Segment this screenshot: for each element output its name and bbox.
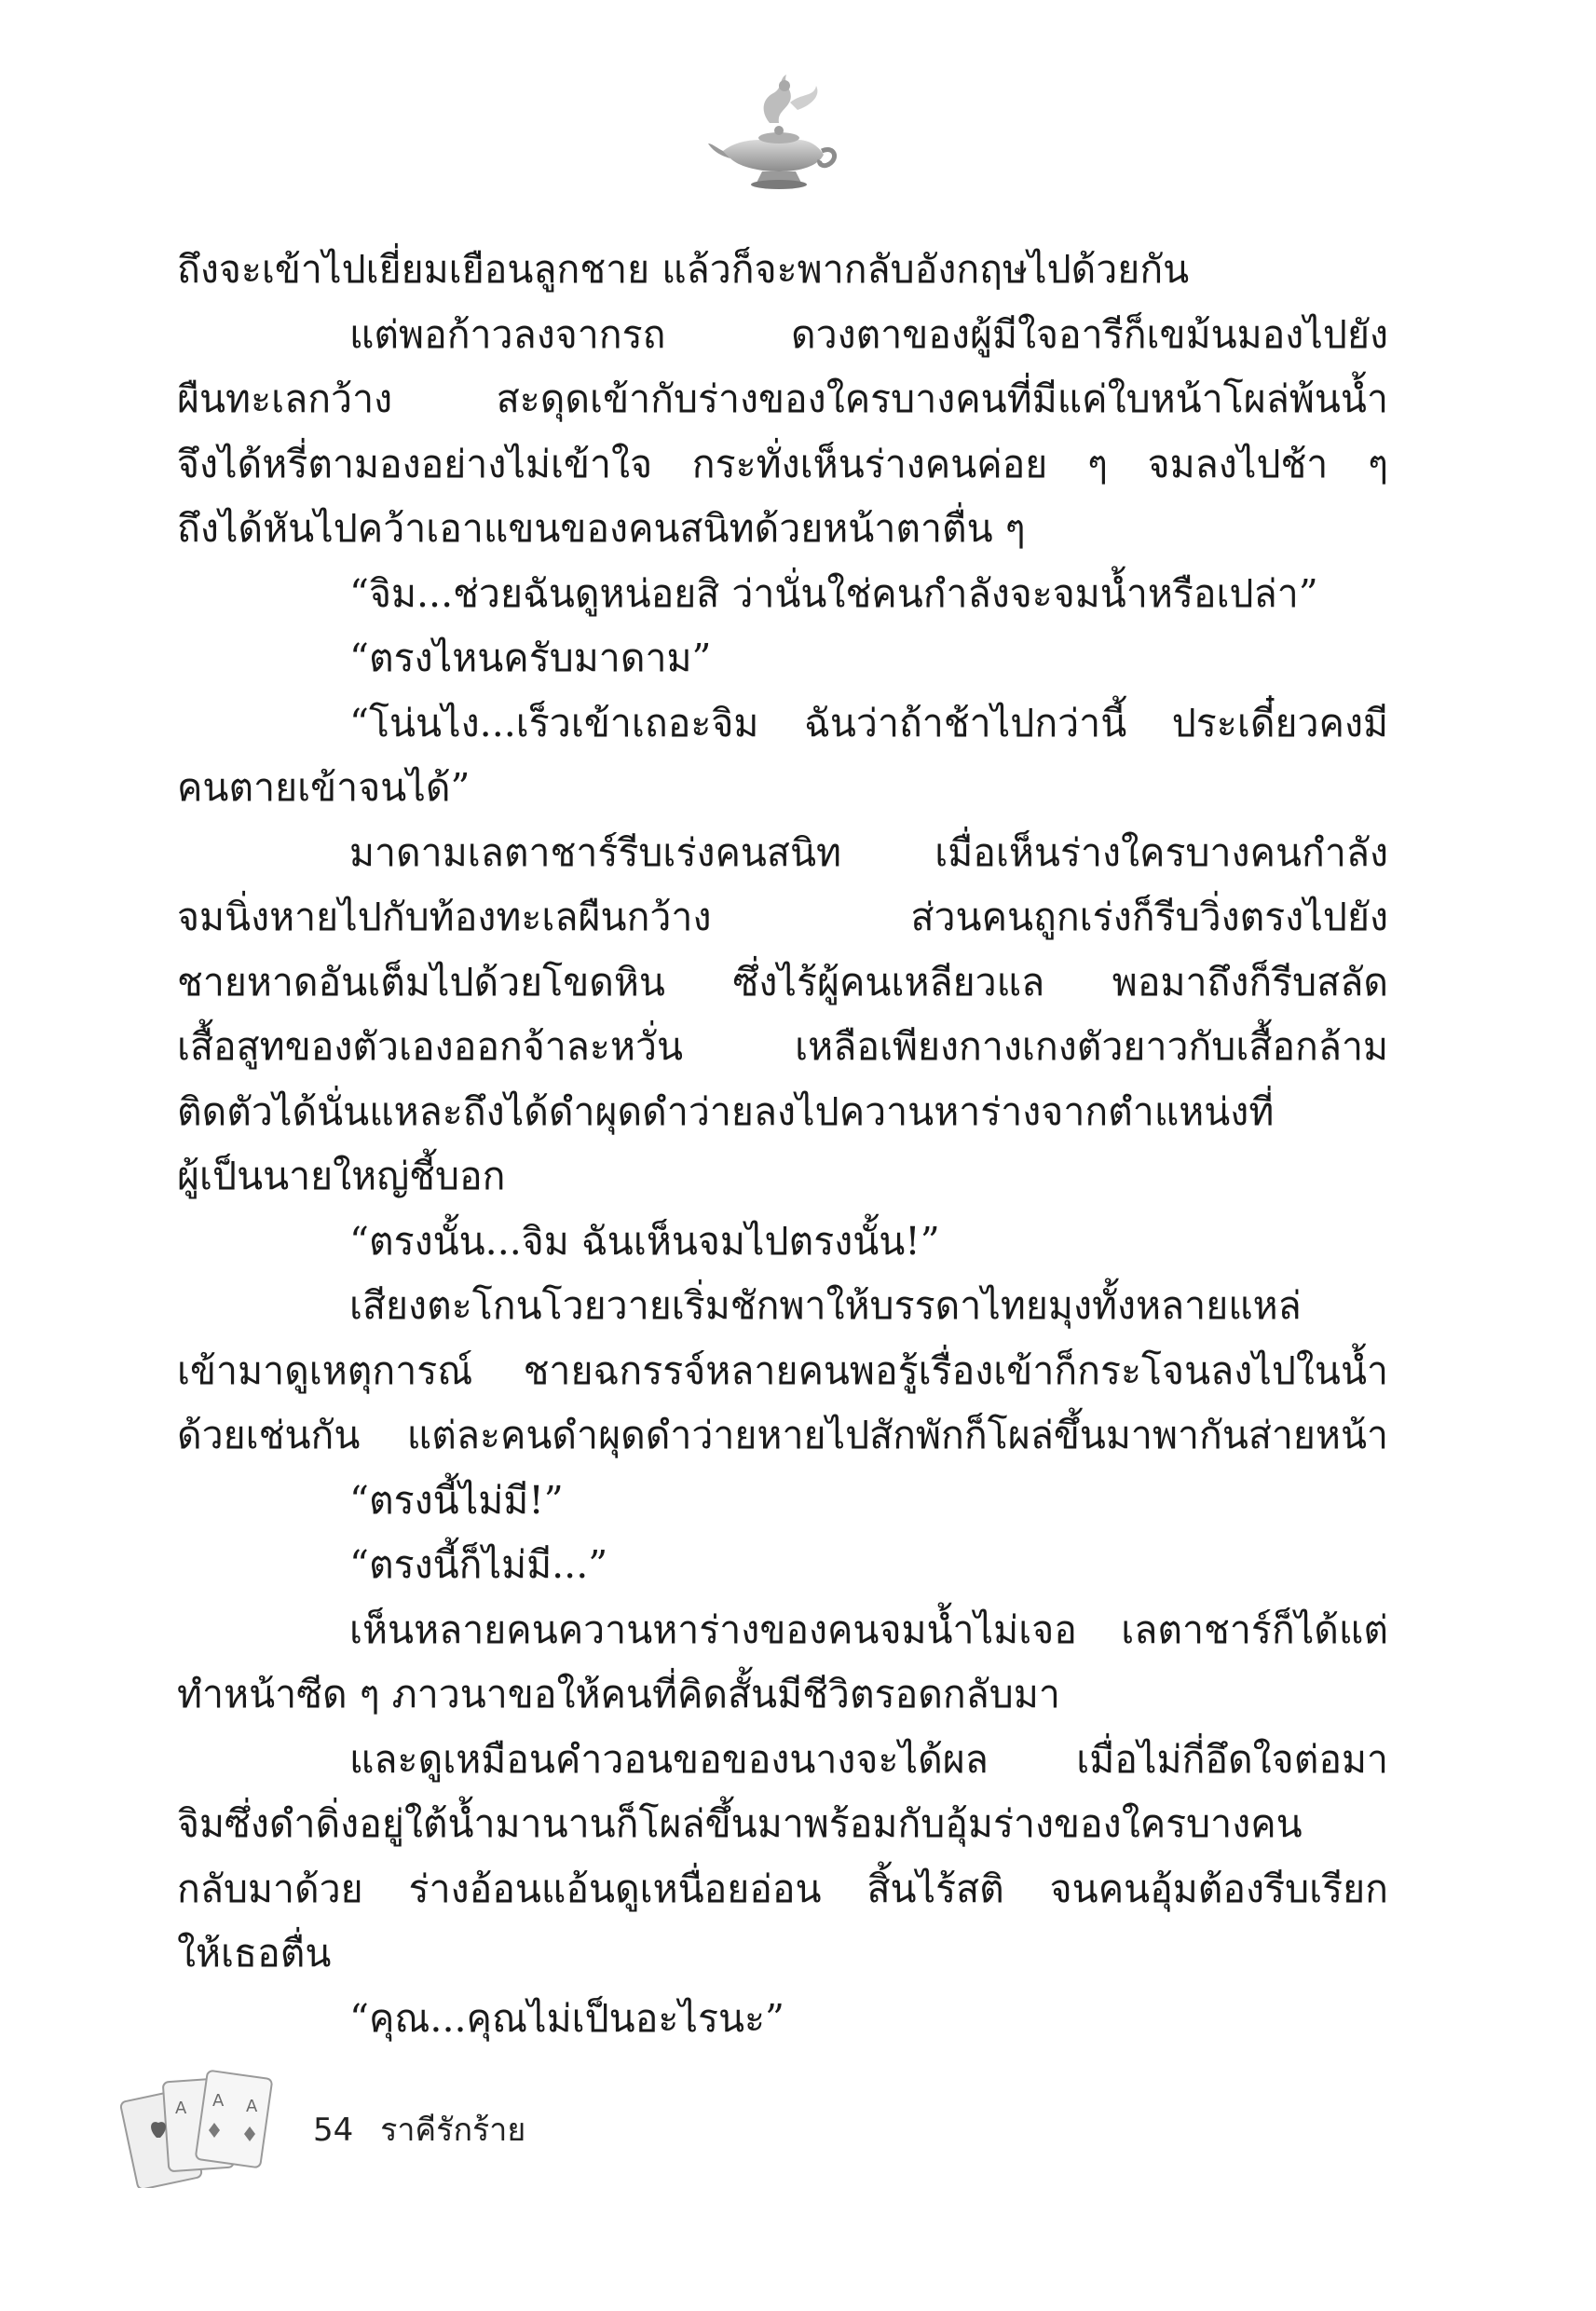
text-line: ผู้เป็นนายใหญ่ชี้บอก	[177, 1154, 506, 1198]
text-line: ถึงจะเข้าไปเยี่ยมเยือนลูกชาย แล้วก็จะพากลับอังกฤษไปด้วยกัน	[177, 247, 1190, 292]
text-line: ให้เธอตื่น	[177, 1931, 332, 1976]
text-line: “คุณ...คุณไม่เป็นอะไรนะ”	[349, 1995, 784, 2041]
text-line: กลับมาด้วย ร่างอ้อนแอ้นดูเหนื่อยอ่อน สิ้นไร้สติ จนคนอุ้มต้องรีบเรียก	[177, 1866, 1388, 1911]
text-line: ถึงได้หันไปคว้าเอาแขนของคนสนิทด้วยหน้าตาตื่น ๆ	[177, 506, 1026, 551]
text-line: ผืนทะเลกว้าง สะดุดเข้ากับร่างของใครบางคนที่มีแค่ใบหน้าโผล่พ้นน้ำ	[177, 376, 1388, 421]
text-line: “จิม...ช่วยฉันดูหน่อยสิ ว่านั่นใช่คนกำลังจะจมน้ำหรือเปล่า”	[349, 570, 1318, 616]
svg-text:A: A	[246, 2097, 258, 2116]
text-line: เข้ามาดูเหตุการณ์ ชายฉกรรจ์หลายคนพอรู้เรื่องเข้าก็กระโจนลงไปในน้ำ	[177, 1347, 1388, 1393]
body-text	[177, 238, 1388, 2051]
text-line: แต่พอก้าวลงจากรถ ดวงตาของผู้มีใจอารีก็เขม้นมองไปยัง	[349, 311, 1388, 357]
text-line: ติดตัวได้นั่นแหละถึงได้ดำผุดดำว่ายลงไปควานหาร่างจากตำแหน่งที่	[177, 1088, 1275, 1134]
text-line: ชายหาดอันเต็มไปด้วยโขดหิน ซึ่งไร้ผู้คนเหลียวแล พอมาถึงก็รีบสลัด	[177, 959, 1388, 1005]
genie-lamp-icon	[704, 65, 844, 205]
page-number: 54	[313, 2112, 354, 2149]
text-line: “ตรงไหนครับมาดาม”	[349, 636, 712, 680]
text-line: “ตรงนี้ไม่มี!”	[349, 1477, 564, 1523]
playing-cards-icon	[119, 2058, 287, 2188]
text-line: มาดามเลตาชาร์รีบเร่งคนสนิท เมื่อเห็นร่างใครบางคนกำลัง	[349, 829, 1388, 875]
text-line: จึงได้หรี่ตามองอย่างไม่เข้าใจ กระทั่งเห็นร่างคนค่อย ๆ จมลงไปช้า ๆ	[177, 441, 1388, 486]
book-title: ราคีรักร้าย	[380, 2112, 526, 2149]
text-line: เสื้อสูทของตัวเองออกจ้าละหวั่น เหลือเพียงกางเกงตัวยาวกับเสื้อกล้าม	[177, 1024, 1388, 1069]
text-line: จมนิ่งหายไปกับท้องทะเลผืนกว้าง ส่วนคนถูกเร่งก็รีบวิ่งตรงไปยัง	[177, 895, 1388, 939]
text-line: ทำหน้าซีด ๆ ภาวนาขอให้คนที่คิดสั้นมีชีวิตรอดกลับมา	[177, 1672, 1060, 1716]
text-line: “ตรงนั้น...จิม ฉันเห็นจมไปตรงนั้น!”	[349, 1218, 940, 1264]
text-line: “โน่นไง...เร็วเข้าเถอะจิม ฉันว่าถ้าช้าไปกว่านี้ ประเดี๋ยวคงมี	[349, 700, 1388, 745]
svg-text:A: A	[175, 2099, 187, 2118]
svg-text:A: A	[212, 2091, 225, 2111]
text-line: จิมซึ่งดำดิ่งอยู่ใต้น้ำมานานก็โผล่ขึ้นมาพร้อมกับอุ้มร่างของใครบางคน	[177, 1801, 1303, 1846]
text-line: “ตรงนี้ก็ไม่มี...”	[349, 1542, 608, 1587]
text-line: และดูเหมือนคำวอนขอของนางจะได้ผล เมื่อไม่กี่อึดใจต่อมา	[349, 1736, 1388, 1782]
text-line: ด้วยเช่นกัน แต่ละคนดำผุดดำว่ายหายไปสักพักก็โผล่ขึ้นมาพากันส่ายหน้า	[177, 1413, 1388, 1457]
page-footer	[313, 2104, 525, 2154]
text-line: เห็นหลายคนควานหาร่างของคนจมน้ำไม่เจอ เลตาชาร์ก็ได้แต่	[349, 1607, 1388, 1652]
text-line: เสียงตะโกนโวยวายเริ่มชักพาให้บรรดาไทยมุงทั้งหลายแหล่	[349, 1283, 1302, 1328]
text-line: คนตายเข้าจนได้”	[177, 765, 471, 810]
